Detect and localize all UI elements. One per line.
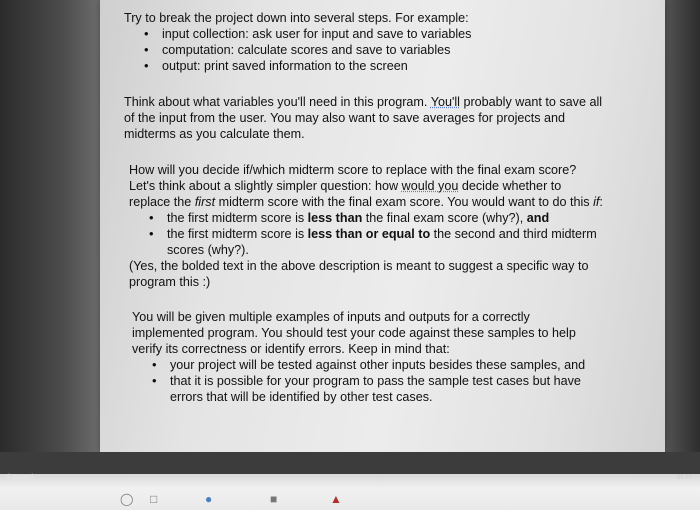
variables-paragraph xyxy=(124,94,604,142)
text-span: the final exam score (why?), xyxy=(362,211,527,225)
list-item xyxy=(129,210,604,226)
testing-list xyxy=(132,357,604,405)
bold-text: less than xyxy=(307,211,363,225)
text-span: the first midterm score is xyxy=(167,211,308,225)
steps-section xyxy=(124,10,604,74)
taskbar-app-icon[interactable]: ■ xyxy=(270,492,278,506)
note-paragraph: (Yes, the bolded text in the above description is meant to suggest a specific way to program this :) xyxy=(129,259,589,289)
monitor-bezel-left xyxy=(0,0,100,510)
spellcheck-word: You'll xyxy=(430,95,460,109)
midterm-paragraph xyxy=(129,162,604,210)
input-indicator[interactable]: IR Fr xyxy=(676,474,692,481)
text-span: the first midterm score is xyxy=(167,227,308,241)
list-item: • your project will be tested against other inputs besides these samples, and xyxy=(132,357,604,373)
steps-list xyxy=(124,26,604,74)
taskbar-app-icon[interactable]: ▲ xyxy=(330,492,342,506)
emphasis-text: first xyxy=(194,195,216,209)
status-bar xyxy=(0,452,700,474)
text-span: midterm score with the final exam score. You would want to do this xyxy=(215,195,594,209)
text-span: Think about what variables you'll need in this program. xyxy=(124,95,431,109)
midterm-section xyxy=(124,162,604,290)
taskbar-app-icon[interactable]: ◯ xyxy=(120,492,134,506)
taskbar xyxy=(0,474,700,510)
list-item: • output: print saved information to the screen xyxy=(124,58,604,74)
text-span: probably want to save all of the input from the user. You may also want to save averages for projects and midterms as you calculate them. xyxy=(124,95,603,141)
list-item: • computation: calculate scores and save to variables xyxy=(124,42,604,58)
document-content xyxy=(124,10,604,405)
list-item: • input collection: ask user for input and save to variables xyxy=(124,26,604,42)
language-status: d States) xyxy=(6,474,35,481)
text-span: : xyxy=(599,195,603,209)
bold-text: and xyxy=(526,211,550,225)
text-span: How will you decide if/which midterm score to replace with the final exam score? Let's think about a slightly simpler question: how xyxy=(129,163,577,193)
list-item xyxy=(129,226,604,258)
variables-section xyxy=(124,94,604,142)
text-span: the second and third midterm scores (why?). xyxy=(167,227,597,257)
spellcheck-word: would you xyxy=(401,179,459,193)
testing-paragraph: You will be given multiple examples of inputs and outputs for a correctly implemented program. You should test your code against these samples to help verify its correctness or identify errors. Keep in mind that: xyxy=(132,310,576,356)
text-span: decide whether to replace the xyxy=(129,179,562,209)
taskbar-app-icon[interactable]: □ xyxy=(150,492,158,506)
taskbar-app-icon[interactable]: ● xyxy=(205,492,213,506)
list-item: • that it is possible for your program to pass the sample test cases but have errors that will be identified by other test cases. xyxy=(132,373,604,405)
bold-text: less than or equal to xyxy=(307,227,431,241)
emphasis-text: if xyxy=(593,195,600,209)
monitor-bezel-right xyxy=(660,0,700,510)
steps-intro: Try to break the project down into several steps. For example: xyxy=(124,11,469,25)
conditions-list xyxy=(129,210,604,258)
testing-section xyxy=(124,309,604,405)
